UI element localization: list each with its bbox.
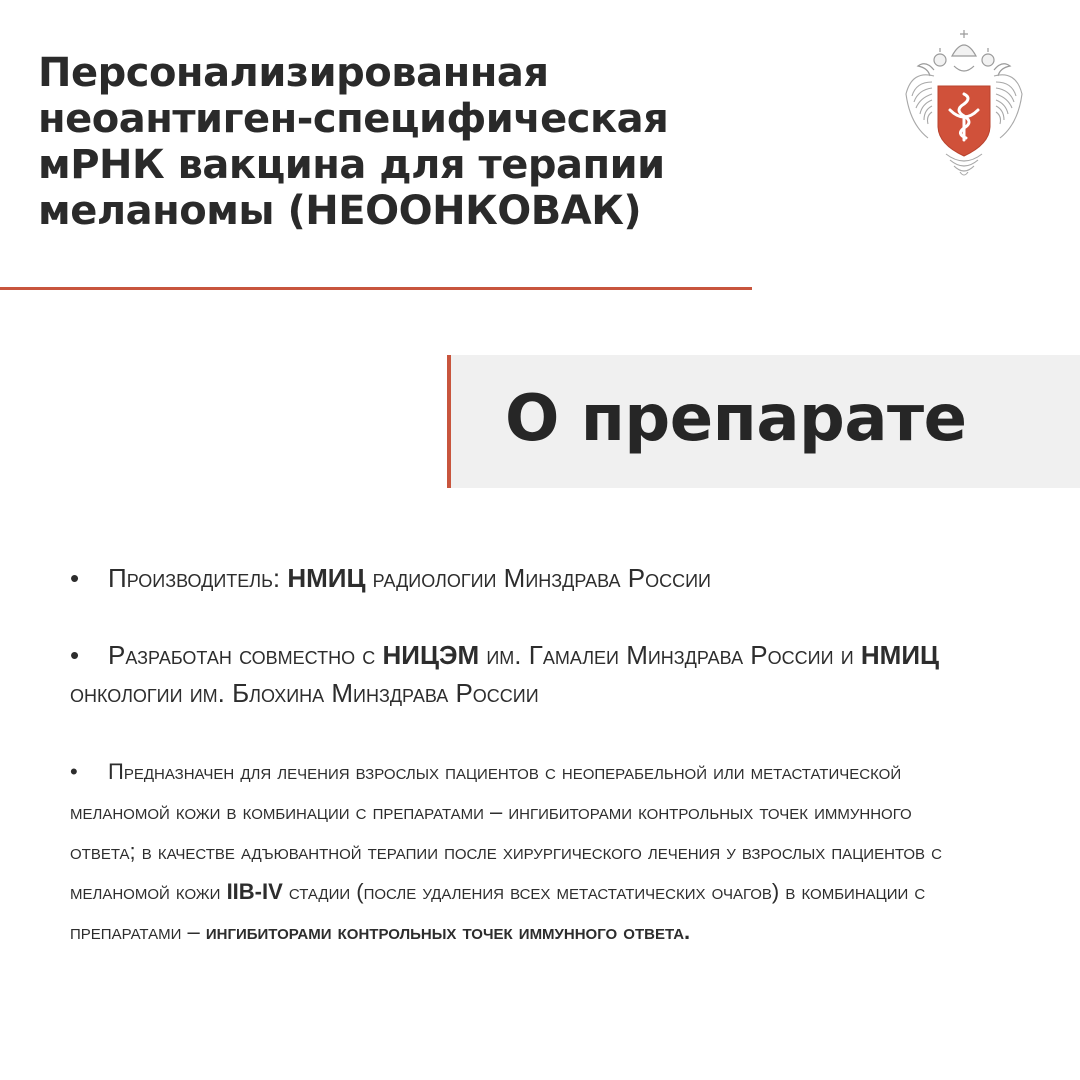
item-text: им. Гамалеи Минздрава России и bbox=[479, 640, 861, 670]
section-header bbox=[447, 355, 1080, 488]
item-text-emphasis: IIB-IV bbox=[226, 879, 283, 904]
bullet-icon: • bbox=[70, 563, 80, 593]
ministry-emblem-icon bbox=[904, 26, 1024, 186]
list-item-developer bbox=[70, 636, 1030, 712]
bullet-icon: • bbox=[70, 759, 78, 784]
item-text: стадии (после удаления всех метастатических очагов) в комбинации с препаратами – bbox=[70, 879, 926, 944]
item-text-emphasis: НМИЦ bbox=[287, 563, 366, 593]
item-text: онкологии им. Блохина Минздрава России bbox=[70, 678, 539, 708]
section-title: О препарате bbox=[505, 382, 967, 456]
item-text: Предназначен для лечения взрослых пациентов с неоперабельной или метастатической меланомой кожи в комбинации с препаратами – ингибиторами контрольных точек иммунного ответа; в качестве адъювантной терапии после хирургического лечения у взрослых пациентов с меланомой кожи bbox=[70, 759, 943, 904]
item-text-bold: ингибиторами контрольных точек иммунного ответа. bbox=[205, 919, 691, 944]
item-text: Разработан совместно с bbox=[108, 640, 383, 670]
item-text-emphasis: НИЦЭМ bbox=[382, 640, 480, 670]
list-item-manufacturer bbox=[70, 560, 711, 596]
title-line: мРНК вакцина для терапии bbox=[38, 142, 665, 188]
page-title bbox=[38, 50, 758, 234]
title-line: Персонализированная bbox=[38, 50, 549, 96]
list-item-indication bbox=[70, 752, 970, 952]
title-line: меланомы (НЕООНКОВАК) bbox=[38, 188, 642, 234]
bullet-icon: • bbox=[70, 640, 80, 670]
item-text: Производитель: bbox=[108, 563, 288, 593]
item-text-emphasis: НМИЦ bbox=[860, 640, 940, 670]
title-divider bbox=[0, 287, 752, 290]
title-line: неоантиген-специфическая bbox=[38, 96, 669, 142]
item-text: радиологии Минздрава России bbox=[365, 563, 711, 593]
